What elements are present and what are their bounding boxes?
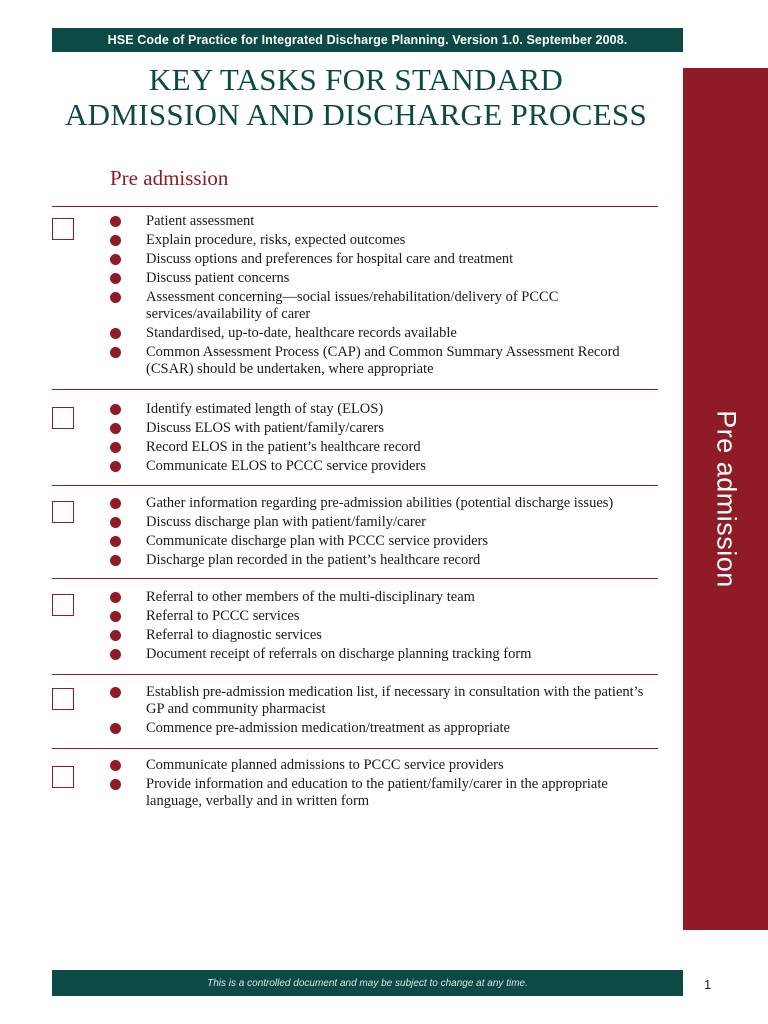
task-item: Referral to PCCC services (108, 608, 664, 625)
bullet-icon (110, 611, 121, 622)
task-item: Record ELOS in the patient’s healthcare record (108, 439, 664, 456)
divider (52, 674, 658, 675)
task-item: Discuss options and preferences for hospital care and treatment (108, 251, 664, 268)
task-item: Common Assessment Process (CAP) and Common Summary Assessment Record (CSAR) should be undertaken, where appropriate (108, 344, 664, 378)
task-item: Discuss patient concerns (108, 270, 664, 287)
task-group-checkbox-6[interactable] (52, 766, 74, 788)
task-item: Patient assessment (108, 213, 664, 230)
task-group-checkbox-3[interactable] (52, 501, 74, 523)
bullet-icon (110, 630, 121, 641)
divider (52, 389, 658, 390)
task-item: Standardised, up-to-date, healthcare records available (108, 325, 664, 342)
task-item: Discuss discharge plan with patient/family/carer (108, 514, 664, 531)
section-heading: Pre admission (110, 166, 229, 190)
bullet-icon (110, 723, 121, 734)
task-item: Establish pre-admission medication list, if necessary in consultation with the patient’s GP and community pharmacist (108, 684, 664, 718)
task-item: Provide information and education to the patient/family/carer in the appropriate language, verbally and in written form (108, 776, 664, 810)
bullet-icon (110, 687, 121, 698)
bullet-icon (110, 779, 121, 790)
bullet-icon (110, 216, 121, 227)
bullet-icon (110, 461, 121, 472)
task-item: Communicate ELOS to PCCC service providers (108, 458, 664, 475)
task-item: Discharge plan recorded in the patient’s healthcare record (108, 552, 664, 569)
page-number: 1 (704, 977, 712, 992)
task-item: Communicate planned admissions to PCCC service providers (108, 757, 664, 774)
bullet-icon (110, 235, 121, 246)
bullet-icon (110, 328, 121, 339)
task-group-checkbox-1[interactable] (52, 218, 74, 240)
bullet-icon (110, 273, 121, 284)
divider (52, 578, 658, 579)
divider (52, 485, 658, 486)
task-list-3 (108, 495, 664, 571)
bullet-icon (110, 404, 121, 415)
task-item: Commence pre-admission medication/treatment as appropriate (108, 720, 664, 737)
side-tab-label: Pre admission (711, 410, 741, 588)
task-item: Discuss ELOS with patient/family/carers (108, 420, 664, 437)
document-header-bar (52, 28, 683, 52)
bullet-icon (110, 536, 121, 547)
task-item: Referral to diagnostic services (108, 627, 664, 644)
task-list-4 (108, 589, 664, 665)
header-text: HSE Code of Practice for Integrated Discharge Planning. Version 1.0. September 2008. (107, 33, 628, 47)
document-footer-bar (52, 970, 683, 996)
task-item: Referral to other members of the multi-disciplinary team (108, 589, 664, 606)
bullet-icon (110, 442, 121, 453)
task-group-checkbox-5[interactable] (52, 688, 74, 710)
task-list-5 (108, 684, 664, 739)
task-item: Gather information regarding pre-admission abilities (potential discharge issues) (108, 495, 664, 512)
bullet-icon (110, 649, 121, 660)
bullet-icon (110, 292, 121, 303)
bullet-icon (110, 498, 121, 509)
task-item: Communicate discharge plan with PCCC service providers (108, 533, 664, 550)
page-title-line-1: KEY TASKS FOR STANDARD (148, 62, 564, 97)
task-list-6 (108, 757, 664, 812)
divider (52, 206, 658, 207)
footer-text: This is a controlled document and may be subject to change at any time. (207, 977, 528, 989)
bullet-icon (110, 517, 121, 528)
page-title-line-2: ADMISSION AND DISCHARGE PROCESS (64, 97, 648, 132)
bullet-icon (110, 254, 121, 265)
bullet-icon (110, 347, 121, 358)
task-item: Identify estimated length of stay (ELOS) (108, 401, 664, 418)
task-list-2 (108, 401, 664, 477)
task-item: Assessment concerning—social issues/rehabilitation/delivery of PCCC services/availability of carer (108, 289, 664, 323)
task-item: Explain procedure, risks, expected outcomes (108, 232, 664, 249)
bullet-icon (110, 555, 121, 566)
page-title (40, 62, 672, 132)
section-side-tab (683, 68, 768, 930)
task-list-1 (108, 213, 664, 380)
task-item: Document receipt of referrals on discharge planning tracking form (108, 646, 664, 663)
task-group-checkbox-2[interactable] (52, 407, 74, 429)
bullet-icon (110, 760, 121, 771)
divider (52, 748, 658, 749)
bullet-icon (110, 423, 121, 434)
bullet-icon (110, 592, 121, 603)
task-group-checkbox-4[interactable] (52, 594, 74, 616)
